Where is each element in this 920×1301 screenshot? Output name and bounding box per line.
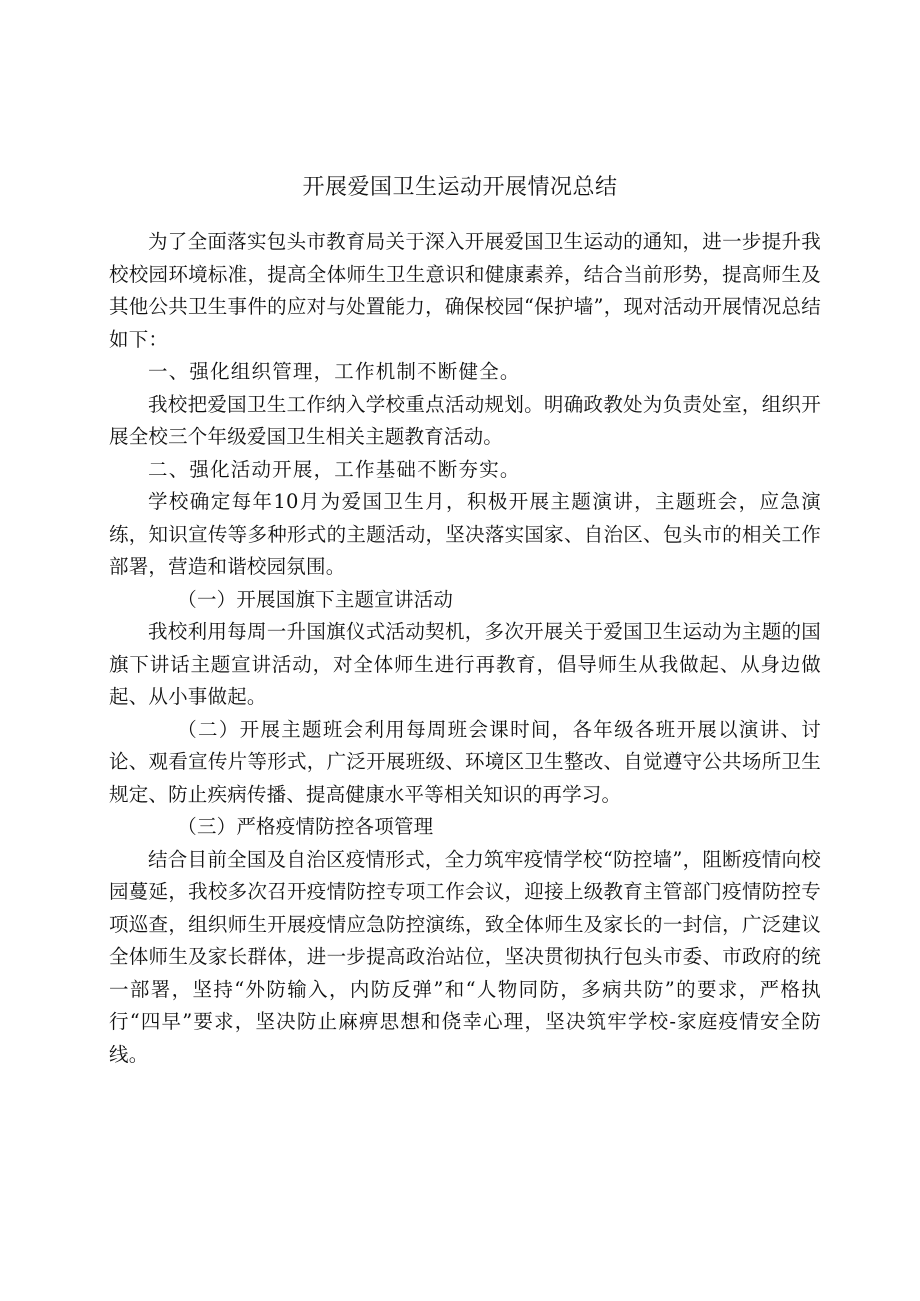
subsection-heading-1: （一）开展国旗下主题宣讲活动 bbox=[177, 587, 454, 611]
intro-paragraph: 为了全面落实包头市教育局关于深入开展爱国卫生运动的通知，进一步提升我校校园环境标准，提高全体师生卫生意识和健康素养，结合当前形势，提高师生及其他公共卫生事件的应对与处置能力，确保校园“保护墙”，现对活动开展情况总结如下： bbox=[109, 230, 821, 351]
section-heading-1: 一、强化组织管理，工作机制不断健全。 bbox=[148, 360, 521, 383]
subsection-3-paragraph: 结合目前全国及自治区疫情形式，全力筑牢疫情学校“防控墙”，阻断疫情向校园蔓延，我校多次召开疫情防控专项工作会议，迎接上级教育主管部门疫情防控专项巡查，组织师生开展疫情应急防控演练，致全体师生及家长的一封信，广泛建议全体师生及家长群体，进一步提高政治站位，坚决贯彻执行包头市委、市政府的统一部署，坚持“外防输入，内防反弹”和“人物同防，多病共防”的要求，严格执行“四早”要求，坚决防止麻痹思想和侥幸心理，坚决筑牢学校-家庭疫情安全防线。 bbox=[109, 847, 821, 1066]
document-body bbox=[109, 226, 821, 1071]
section-2-paragraph: 学校确定每年10月为爱国卫生月，积极开展主题演讲，主题班会，应急演练，知识宣传等多种形式的主题活动，坚决落实国家、自治区、包头市的相关工作部署，营造和谐校园氛围。 bbox=[109, 490, 821, 578]
section-1-paragraph: 我校把爱国卫生工作纳入学校重点活动规划。明确政教处为负责处室，组织开展全校三个年级爱国卫生相关主题教育活动。 bbox=[109, 392, 821, 448]
subsection-2-paragraph: （二）开展主题班会利用每周班会课时间，各年级各班开展以演讲、讨论、观看宣传片等形式，广泛开展班级、环境区卫生整改、自觉遵守公共场所卫生规定、防止疾病传播、提高健康水平等相关知识的再学习。 bbox=[109, 717, 821, 806]
subsection-1-paragraph: 我校利用每周一升国旗仪式活动契机，多次开展关于爱国卫生运动为主题的国旗下讲话主题宣讲活动，对全体师生进行再教育，倡导师生从我做起、从身边做起、从小事做起。 bbox=[109, 620, 821, 708]
subsection-heading-3: （三）严格疫情防控各项管理 bbox=[177, 815, 434, 838]
section-heading-2: 二、强化活动开展，工作基础不断夯实。 bbox=[148, 457, 521, 481]
document-title: 开展爱国卫生运动开展情况总结 bbox=[302, 175, 618, 200]
